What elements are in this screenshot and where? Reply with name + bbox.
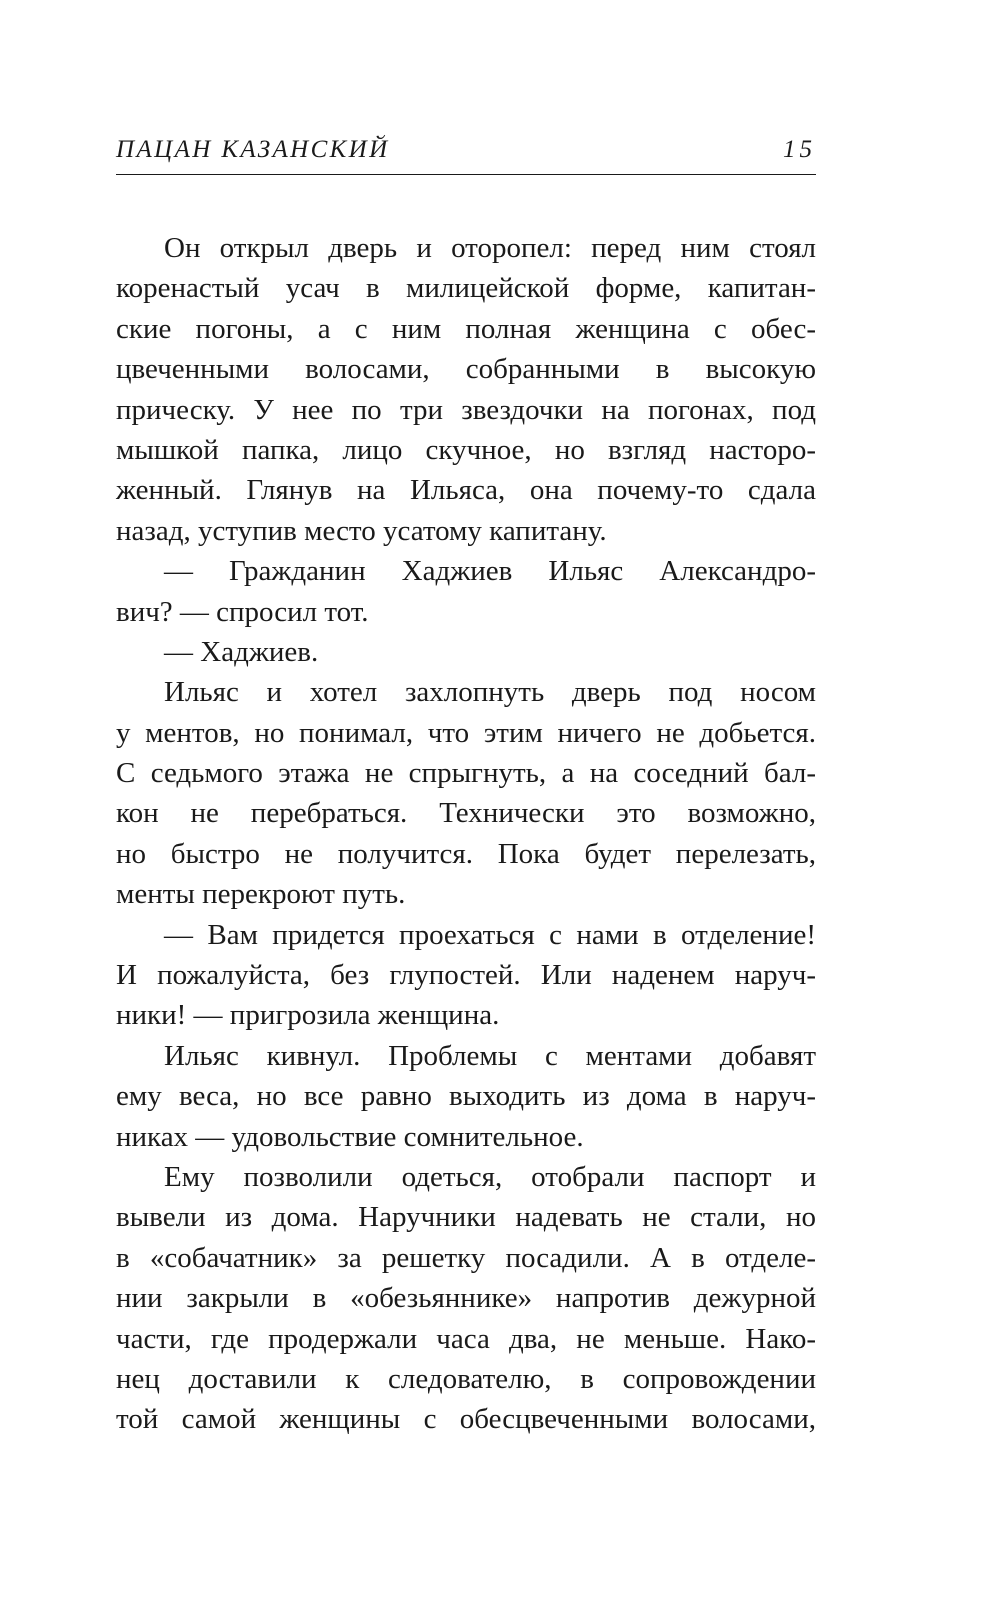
text-line: никах — удовольствие сомнительное. (116, 1120, 584, 1153)
text-line: — Хаджиев. (164, 635, 319, 668)
text-line: Он открыл дверь и оторопел: перед ним стоял (164, 232, 816, 264)
text-line: И пожалуйста, без глупостей. Или наденем наруч- (116, 959, 816, 992)
text-line: той самой женщины с обесцвеченными волосами, (116, 1403, 816, 1436)
text-line: ему веса, но все равно выходить из дома в наруч- (116, 1080, 816, 1113)
text-line: Ильяс кивнул. Проблемы с ментами добавят (164, 1039, 816, 1072)
text-line: вич? — спросил тот. (116, 595, 369, 628)
text-line: но быстро не получится. Пока будет перелезать, (116, 837, 816, 870)
text-line: С седьмого этажа не спрыгнуть, а на соседний бал- (116, 757, 816, 790)
text-line: цвеченными волосами, собранными в высокую (116, 353, 816, 386)
text-line: Ильяс и хотел захлопнуть дверь под носом (164, 676, 816, 709)
text-body (116, 228, 816, 1440)
text-line: менты перекроют путь. (116, 878, 406, 911)
text-line: — Гражданин Хаджиев Ильяс Александро- (164, 555, 816, 588)
text-line: кон не перебраться. Технически это возможно, (116, 797, 816, 830)
text-line: назад, уступив место усатому капитану. (116, 514, 607, 547)
text-line: прическу. У нее по три звездочки на погонах, под (116, 393, 816, 426)
text-line: нии закрыли в «обезьяннике» напротив дежурной (116, 1282, 816, 1315)
text-line: женный. Глянув на Ильяса, она почему-то сдала (116, 474, 816, 507)
text-line: в «собачатник» за решетку посадили. А в отделе- (116, 1241, 816, 1274)
text-line: нец доставили к следователю, в сопровождении (116, 1362, 816, 1395)
text-line: коренастый усач в милицейской форме, капитан- (116, 272, 816, 305)
running-title: ПАЦАН КАЗАНСКИЙ (116, 136, 390, 163)
text-line: — Вам придется проехаться с нами в отделение! (164, 918, 816, 951)
page-number: 15 (783, 136, 816, 163)
text-line: у ментов, но понимал, что этим ничего не добьется. (116, 716, 816, 749)
text-line: мышкой папка, лицо скучное, но взгляд насторо- (116, 433, 816, 466)
text-line: ские погоны, а с ним полная женщина с обес- (116, 312, 816, 345)
text-line: Ему позволили одеться, отобрали паспорт и (164, 1160, 816, 1193)
running-header (116, 134, 816, 175)
text-line: ники! — пригрозила женщина. (116, 999, 500, 1032)
text-line: части, где продержали часа два, не меньше. Нако- (116, 1322, 816, 1355)
text-line: вывели из дома. Наручники надевать не стали, но (116, 1201, 816, 1234)
